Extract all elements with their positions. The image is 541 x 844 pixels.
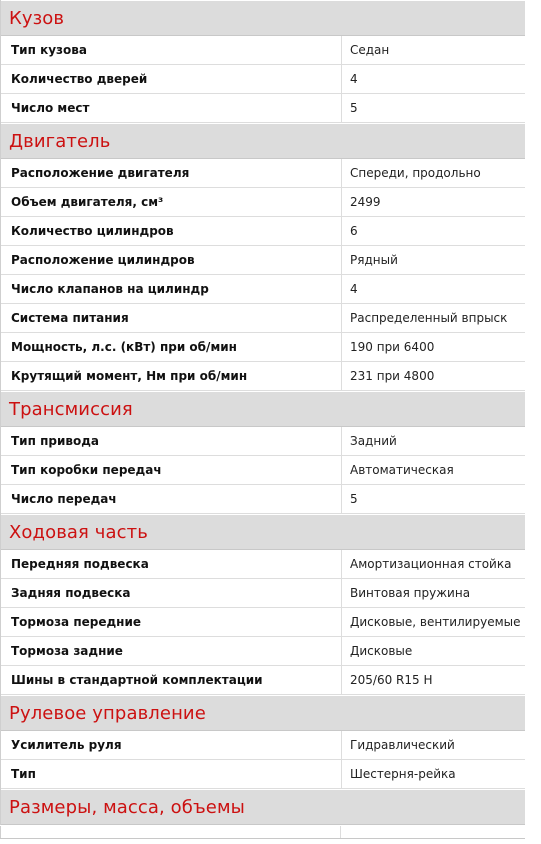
spec-row (1, 485, 526, 514)
spec-value: 4 (350, 282, 358, 296)
spec-label: Тип коробки передач (1, 456, 342, 484)
spec-label: Задняя подвеска (1, 579, 342, 607)
spec-row (1, 362, 526, 391)
partial-row-value-cell (341, 826, 525, 838)
section-header-body (1, 0, 526, 36)
spec-label: Усилитель руля (1, 731, 342, 759)
spec-label: Шины в стандартной комплектации (1, 666, 342, 694)
partial-row (0, 826, 525, 839)
spec-label: Мощность, л.с. (кВт) при об/мин (1, 333, 342, 361)
spec-value: Амортизационная стойка (350, 557, 512, 571)
spec-row (1, 188, 526, 217)
section-header-dimensions (1, 789, 526, 825)
spec-row (1, 666, 526, 695)
spec-value: Дисковые, вентилируемые (350, 615, 521, 629)
spec-label: Тип привода (1, 427, 342, 455)
spec-value: Гидравлический (350, 738, 455, 752)
section-title: Кузов (9, 7, 65, 29)
spec-row (1, 456, 526, 485)
spec-value: 205/60 R15 H (350, 673, 433, 687)
spec-label: Количество цилиндров (1, 217, 342, 245)
spec-row (1, 731, 526, 760)
section-header-engine (1, 123, 526, 159)
spec-value: Автоматическая (350, 463, 454, 477)
section-header-steering (1, 695, 526, 731)
spec-label: Расположение цилиндров (1, 246, 342, 274)
spec-value: 190 при 6400 (350, 340, 435, 354)
section-title: Ходовая часть (9, 521, 148, 543)
spec-row (1, 550, 526, 579)
spec-row (1, 760, 526, 789)
spec-label: Система питания (1, 304, 342, 332)
partial-row-label-cell (0, 826, 341, 838)
section-title: Размеры, масса, объемы (9, 796, 245, 818)
spec-value: Задний (350, 434, 397, 448)
spec-value: 6 (350, 224, 358, 238)
spec-label: Число мест (1, 94, 342, 122)
spec-value: Седан (350, 43, 390, 57)
section-title: Рулевое управление (9, 702, 206, 724)
spec-row (1, 333, 526, 362)
spec-row (1, 637, 526, 666)
spec-row (1, 217, 526, 246)
spec-value: 5 (350, 101, 358, 115)
spec-row (1, 304, 526, 333)
spec-value: 231 при 4800 (350, 369, 435, 383)
spec-value: 5 (350, 492, 358, 506)
spec-row (1, 579, 526, 608)
spec-value: 2499 (350, 195, 381, 209)
spec-row (1, 427, 526, 456)
spec-row (1, 65, 526, 94)
section-header-chassis (1, 514, 526, 550)
spec-value: Дисковые (350, 644, 413, 658)
spec-value: Спереди, продольно (350, 166, 481, 180)
spec-label: Крутящий момент, Нм при об/мин (1, 362, 342, 390)
section-title: Трансмиссия (9, 398, 133, 420)
spec-row (1, 159, 526, 188)
spec-label: Расположение двигателя (1, 159, 342, 187)
spec-label: Тормоза передние (1, 608, 342, 636)
spec-label: Тормоза задние (1, 637, 342, 665)
spec-value: Рядный (350, 253, 398, 267)
spec-row (1, 246, 526, 275)
spec-label: Объем двигателя, см³ (1, 188, 342, 216)
section-title: Двигатель (9, 130, 111, 152)
spec-label: Тип (1, 760, 342, 788)
spec-value: 4 (350, 72, 358, 86)
spec-label: Количество дверей (1, 65, 342, 93)
spec-label: Число передач (1, 485, 342, 513)
spec-row (1, 94, 526, 123)
section-header-transmission (1, 391, 526, 427)
spec-value: Шестерня-рейка (350, 767, 456, 781)
spec-label: Передняя подвеска (1, 550, 342, 578)
spec-value: Винтовая пружина (350, 586, 471, 600)
spec-label: Число клапанов на цилиндр (1, 275, 342, 303)
spec-row (1, 36, 526, 65)
spec-row (1, 608, 526, 637)
spec-label: Тип кузова (1, 36, 342, 64)
spec-value: Распределенный впрыск (350, 311, 508, 325)
page-margin (525, 0, 541, 844)
spec-row (1, 275, 526, 304)
